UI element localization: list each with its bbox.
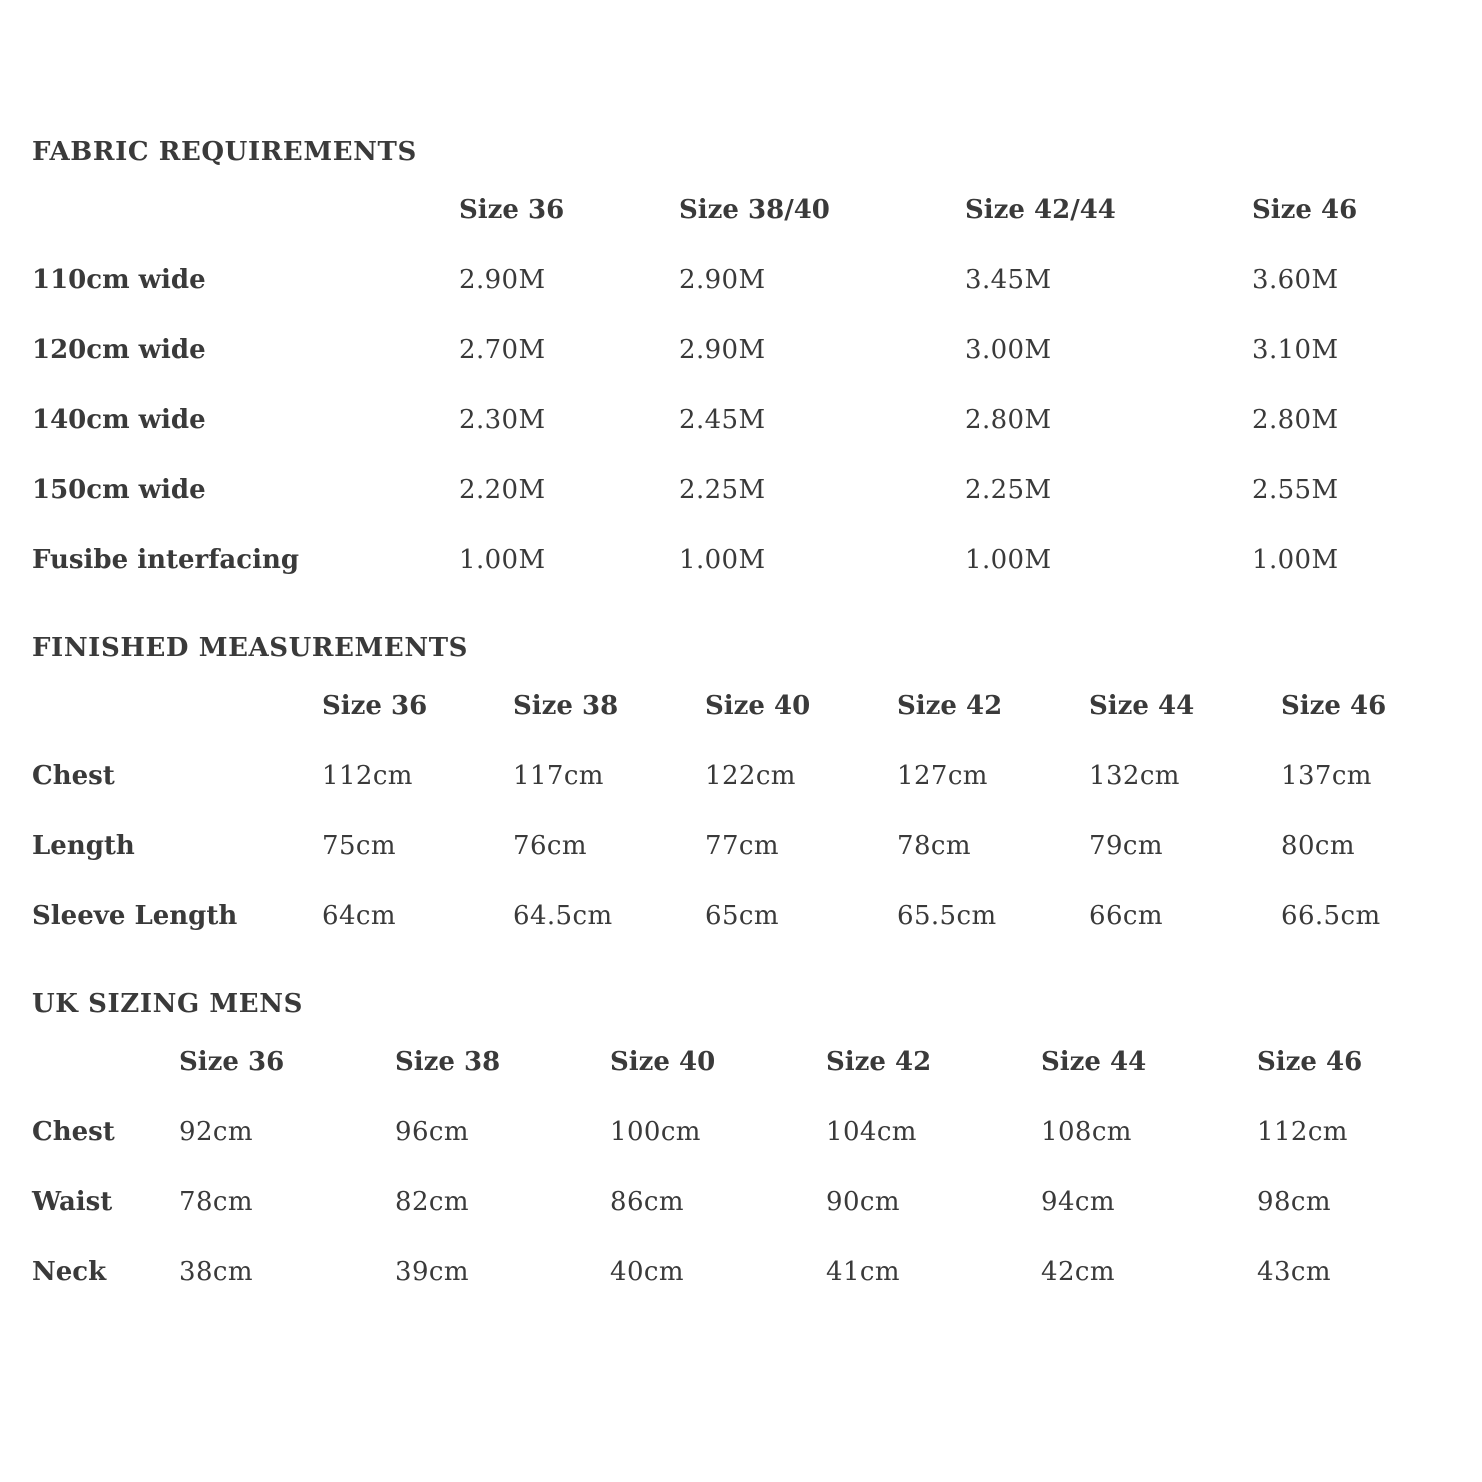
column-header: Size 44: [1089, 691, 1195, 721]
table-cell: 38cm: [179, 1257, 253, 1287]
table-cell: 64.5cm: [513, 901, 613, 931]
row-label-neck: Neck: [32, 1257, 107, 1287]
column-header: Size 38: [513, 691, 619, 721]
table-cell: 42cm: [1041, 1257, 1115, 1287]
table-cell: 100cm: [610, 1117, 701, 1147]
table-cell: 2.90M: [459, 265, 546, 295]
column-header: Size 40: [705, 691, 811, 721]
fabric-requirements-title: FABRIC REQUIREMENTS: [32, 137, 417, 167]
table-cell: 2.90M: [679, 335, 766, 365]
column-header: Size 42: [826, 1047, 932, 1077]
table-cell: 112cm: [322, 761, 413, 791]
row-label-chest: Chest: [32, 1117, 115, 1147]
row-label-length: Length: [32, 831, 135, 861]
table-cell: 108cm: [1041, 1117, 1132, 1147]
column-header: Size 36: [322, 691, 428, 721]
table-cell: 1.00M: [1252, 545, 1339, 575]
table-cell: 86cm: [610, 1187, 684, 1217]
table-cell: 66cm: [1089, 901, 1163, 931]
table-cell: 122cm: [705, 761, 796, 791]
row-label-120cm-wide: 120cm wide: [32, 335, 206, 365]
column-header: Size 36: [179, 1047, 285, 1077]
table-cell: 94cm: [1041, 1187, 1115, 1217]
table-cell: 3.60M: [1252, 265, 1339, 295]
column-header: Size 46: [1281, 691, 1387, 721]
table-cell: 40cm: [610, 1257, 684, 1287]
table-cell: 98cm: [1257, 1187, 1331, 1217]
table-cell: 2.80M: [1252, 405, 1339, 435]
table-cell: 79cm: [1089, 831, 1163, 861]
table-cell: 104cm: [826, 1117, 917, 1147]
column-header: Size 44: [1041, 1047, 1147, 1077]
table-cell: 1.00M: [679, 545, 766, 575]
table-cell: 1.00M: [459, 545, 546, 575]
table-cell: 137cm: [1281, 761, 1372, 791]
row-label-fusibe-interfacing: Fusibe interfacing: [32, 545, 300, 575]
row-label-140cm-wide: 140cm wide: [32, 405, 206, 435]
table-cell: 2.25M: [965, 475, 1052, 505]
table-cell: 75cm: [322, 831, 396, 861]
table-cell: 3.10M: [1252, 335, 1339, 365]
table-cell: 96cm: [395, 1117, 469, 1147]
table-cell: 2.20M: [459, 475, 546, 505]
table-cell: 132cm: [1089, 761, 1180, 791]
table-cell: 2.70M: [459, 335, 546, 365]
row-label-sleeve-length: Sleeve Length: [32, 901, 238, 931]
table-cell: 2.25M: [679, 475, 766, 505]
table-cell: 117cm: [513, 761, 604, 791]
table-cell: 39cm: [395, 1257, 469, 1287]
table-cell: 2.90M: [679, 265, 766, 295]
column-header: Size 42: [897, 691, 1003, 721]
table-cell: 127cm: [897, 761, 988, 791]
table-cell: 43cm: [1257, 1257, 1331, 1287]
table-cell: 82cm: [395, 1187, 469, 1217]
column-header: Size 46: [1252, 195, 1358, 225]
table-cell: 3.00M: [965, 335, 1052, 365]
uk-sizing-mens-title: UK SIZING MENS: [32, 989, 303, 1019]
table-cell: 66.5cm: [1281, 901, 1381, 931]
table-cell: 2.55M: [1252, 475, 1339, 505]
table-cell: 92cm: [179, 1117, 253, 1147]
table-cell: 64cm: [322, 901, 396, 931]
table-cell: 78cm: [179, 1187, 253, 1217]
table-cell: 2.30M: [459, 405, 546, 435]
table-cell: 65cm: [705, 901, 779, 931]
column-header: Size 38/40: [679, 195, 830, 225]
table-cell: 80cm: [1281, 831, 1355, 861]
column-header: Size 42/44: [965, 195, 1116, 225]
row-label-chest: Chest: [32, 761, 115, 791]
row-label-150cm-wide: 150cm wide: [32, 475, 206, 505]
table-cell: 3.45M: [965, 265, 1052, 295]
table-cell: 90cm: [826, 1187, 900, 1217]
table-cell: 41cm: [826, 1257, 900, 1287]
column-header: Size 36: [459, 195, 565, 225]
column-header: Size 38: [395, 1047, 501, 1077]
table-cell: 77cm: [705, 831, 779, 861]
column-header: Size 46: [1257, 1047, 1363, 1077]
finished-measurements-title: FINISHED MEASUREMENTS: [32, 633, 469, 663]
table-cell: 78cm: [897, 831, 971, 861]
table-cell: 76cm: [513, 831, 587, 861]
table-cell: 112cm: [1257, 1117, 1348, 1147]
table-cell: 1.00M: [965, 545, 1052, 575]
table-cell: 2.45M: [679, 405, 766, 435]
row-label-waist: Waist: [32, 1187, 113, 1217]
row-label-110cm-wide: 110cm wide: [32, 265, 206, 295]
table-cell: 2.80M: [965, 405, 1052, 435]
table-cell: 65.5cm: [897, 901, 997, 931]
column-header: Size 40: [610, 1047, 716, 1077]
